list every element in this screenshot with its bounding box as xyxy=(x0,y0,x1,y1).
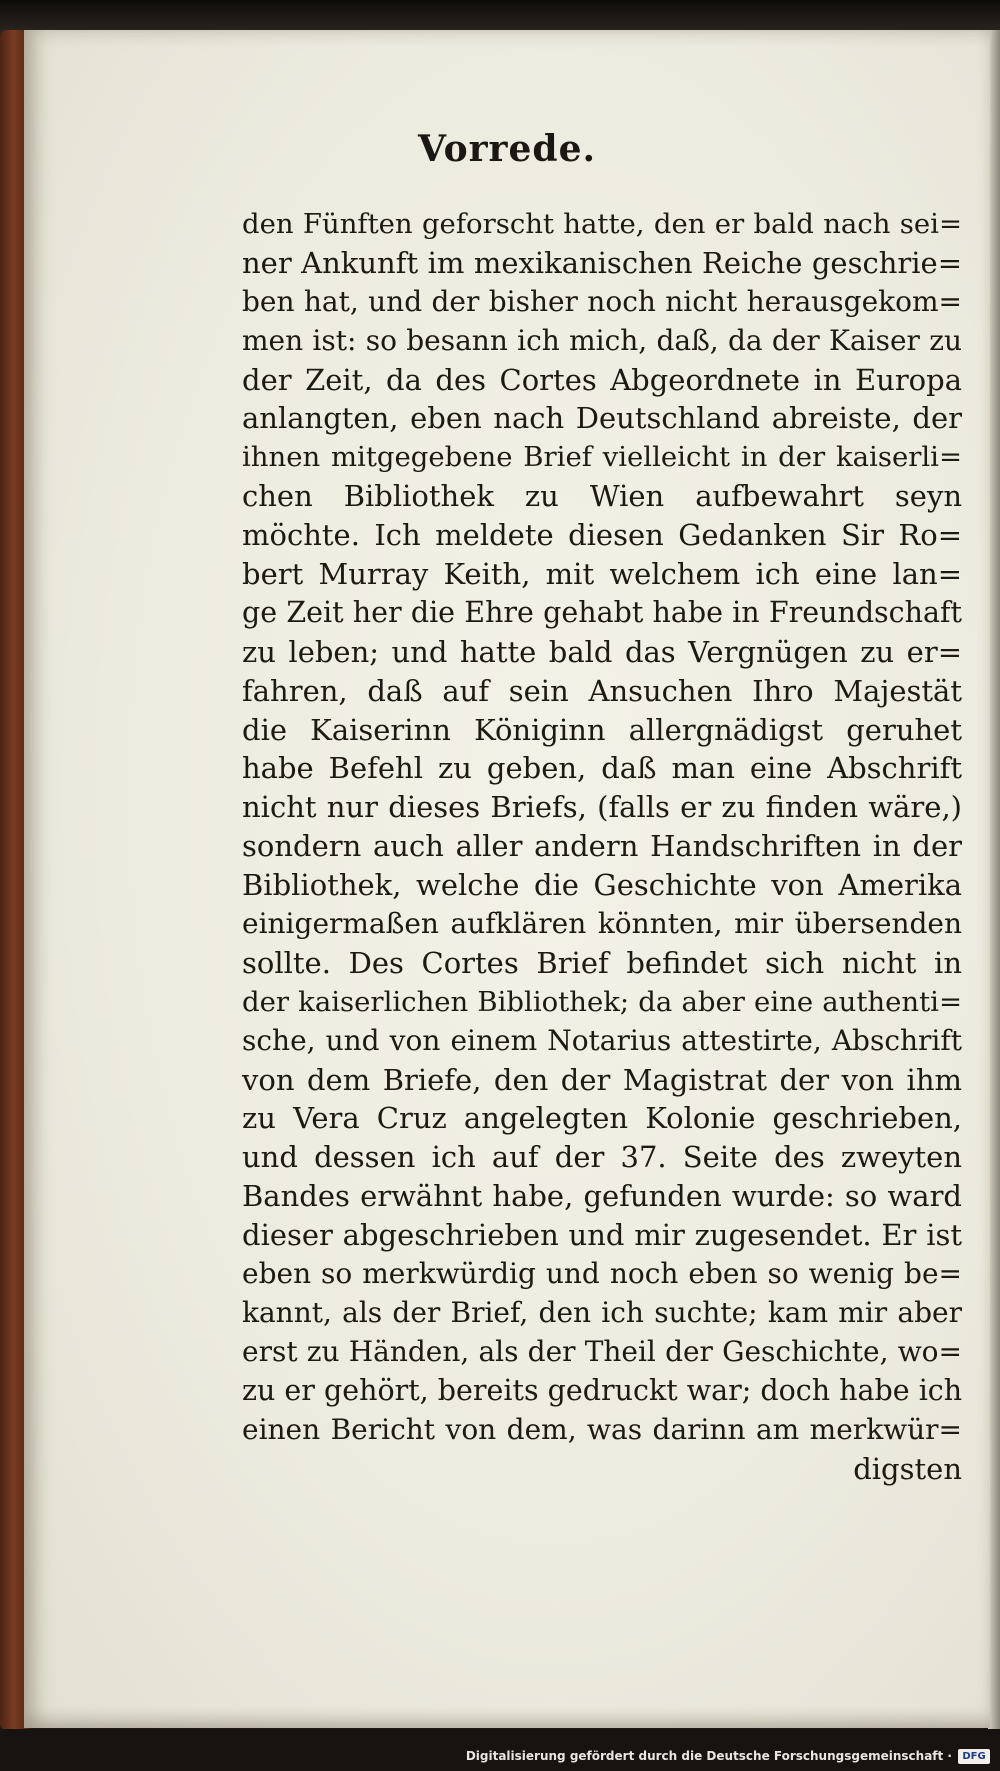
text-line: nicht nur dieses Briefs, (falls er zu finden wäre,) xyxy=(242,790,962,825)
text-line: der Zeit, da des Cortes Abgeordnete in Europa xyxy=(242,362,962,397)
text-line: men ist: so besann ich mich, daß, da der Kaiser zu xyxy=(242,323,962,357)
text-line: Bibliothek, welche die Geschichte von Amerika xyxy=(242,868,962,903)
text-line: habe Befehl zu geben, daß man eine Abschrift xyxy=(242,751,962,786)
text-line: bert Murray Keith, mit welchem ich eine lan= xyxy=(242,557,962,592)
text-line: kannt, als der Brief, den ich suchte; kam mir aber xyxy=(242,1295,962,1329)
body-text xyxy=(242,205,962,1488)
text-line: der kaiserlichen Bibliothek; da aber eine authenti= xyxy=(242,985,962,1018)
book-page xyxy=(24,30,990,1728)
text-line: fahren, daß auf sein Ansuchen Ihro Majestät xyxy=(242,673,962,708)
text-line: den Fünften geforscht hatte, den er bald nach sei= xyxy=(242,208,962,240)
text-line: anlangten, eben nach Deutschland abreiste, der xyxy=(242,401,962,436)
scan-top-border xyxy=(0,0,1000,34)
footer-bar xyxy=(0,1729,1000,1771)
text-line: zu leben; und hatte bald das Vergnügen zu er= xyxy=(242,634,962,669)
dfg-logo: DFG xyxy=(958,1749,990,1764)
text-line: ner Ankunft im mexikanischen Reiche geschrie= xyxy=(242,245,962,280)
text-line: Bandes erwähnt habe, gefunden wurde: so ward xyxy=(242,1179,962,1214)
funding-credit: Digitalisierung gefördert durch die Deutsche Forschungsgemeinschaft · xyxy=(465,1749,952,1763)
text-line: ge Zeit her die Ehre gehabt habe in Freundschaft xyxy=(242,595,962,629)
text-line: und dessen ich auf der 37. Seite des zweyten xyxy=(242,1140,962,1175)
text-line: zu er gehört, bereits gedruckt war; doch habe ich xyxy=(242,1373,963,1407)
text-line: sondern auch aller andern Handschriften in der xyxy=(242,829,962,864)
text-line: einigermaßen aufklären könnten, mir übersenden xyxy=(242,907,962,941)
text-line: zu Vera Cruz angelegten Kolonie geschrieben, xyxy=(242,1101,962,1136)
text-line: chen Bibliothek zu Wien aufbewahrt seyn xyxy=(242,479,962,514)
running-head: Vorrede. xyxy=(417,128,597,170)
text-line: ihnen mitgegebene Brief vielleicht in der kaiserli= xyxy=(242,441,962,474)
text-line: eben so merkwürdig und noch eben so wenig be= xyxy=(242,1257,962,1291)
text-line: ben hat, und der bisher noch nicht herausgekom= xyxy=(242,284,962,318)
text-line: erst zu Händen, als der Theil der Geschichte, wo= xyxy=(242,1334,962,1368)
catchword: digsten xyxy=(853,1451,962,1486)
text-line: sollte. Des Cortes Brief befindet sich nicht in xyxy=(242,945,962,980)
text-line: einen Bericht von dem, was darinn am merkwür= xyxy=(242,1412,962,1446)
text-line: die Kaiserinn Königinn allergnädigst geruhet xyxy=(242,712,962,747)
text-line: möchte. Ich meldete diesen Gedanken Sir Ro= xyxy=(242,518,962,553)
text-line: dieser abgeschrieben und mir zugesendet. Er ist xyxy=(242,1218,962,1253)
text-line: von dem Briefe, den der Magistrat der von ihm xyxy=(242,1062,962,1097)
text-line: sche, und von einem Notarius attestirte, Abschrift xyxy=(242,1023,962,1057)
